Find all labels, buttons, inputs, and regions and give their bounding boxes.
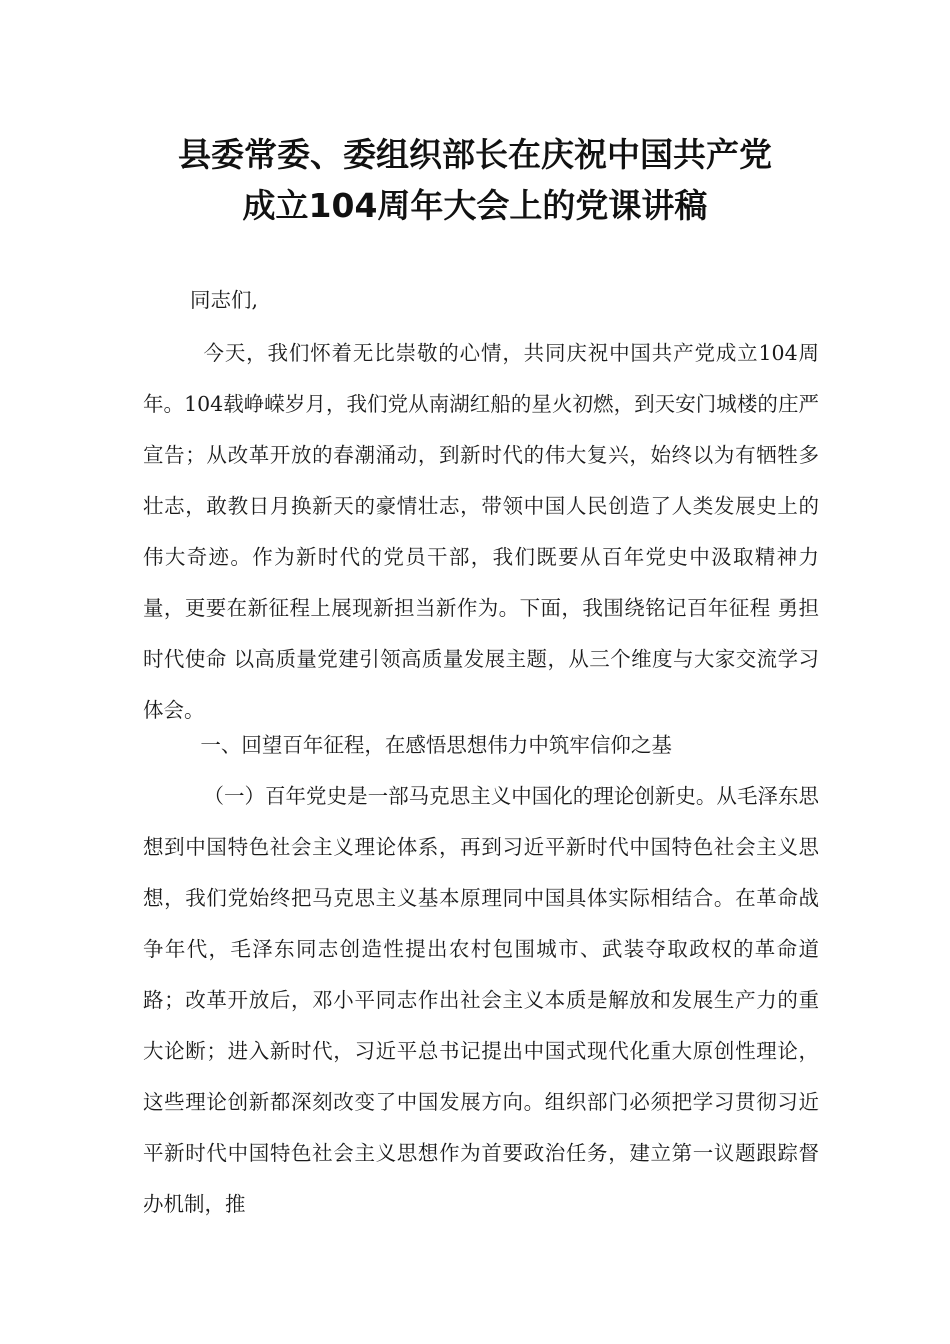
section-heading-1: 一、回望百年征程，在感悟思想伟力中筑牢信仰之基 bbox=[200, 733, 672, 757]
paragraph-introduction: 今天，我们怀着无比崇敬的心情，共同庆祝中国共产党成立104周年。104载峥嵘岁月，我们党从南湖红船的星火初燃，到天安门城楼的庄严宣告；从改革开放的春潮涌动，到新时代的伟大复兴，始终以为有牺牲多壮志，敢教日月换新天的豪情壮志，带领中国人民创造了人类发展史上的伟大奇迹。作为新时代的党员干部，我们既要从百年党史中汲取精神力量，更要在新征程上展现新担当新作为。下面，我围绕铭记百年征程 勇担时代使命 以高质量党建引领高质量发展主题，从三个维度与大家交流学习体会。 bbox=[143, 341, 819, 722]
document-title-line-1: 县委常委、委组织部长在庆祝中国共产党 bbox=[178, 135, 772, 174]
salutation: 同志们, bbox=[190, 288, 259, 312]
document-title-line-2: 成立104周年大会上的党课讲稿 bbox=[242, 186, 708, 225]
paragraph-section-1-1: （一）百年党史是一部马克思主义中国化的理论创新史。从毛泽东思想到中国特色社会主义理论体系，再到习近平新时代中国特色社会主义思想，我们党始终把马克思主义基本原理同中国具体实际相结合。在革命战争年代，毛泽东同志创造性提出农村包围城市、武装夺取政权的革命道路；改革开放后，邓小平同志作出社会主义本质是解放和发展生产力的重大论断；进入新时代，习近平总书记提出中国式现代化重大原创性理论，这些理论创新都深刻改变了中国发展方向。组织部门必须把学习贯彻习近平新时代中国特色社会主义思想作为首要政治任务，建立第一议题跟踪督办机制，推 bbox=[143, 784, 819, 1216]
